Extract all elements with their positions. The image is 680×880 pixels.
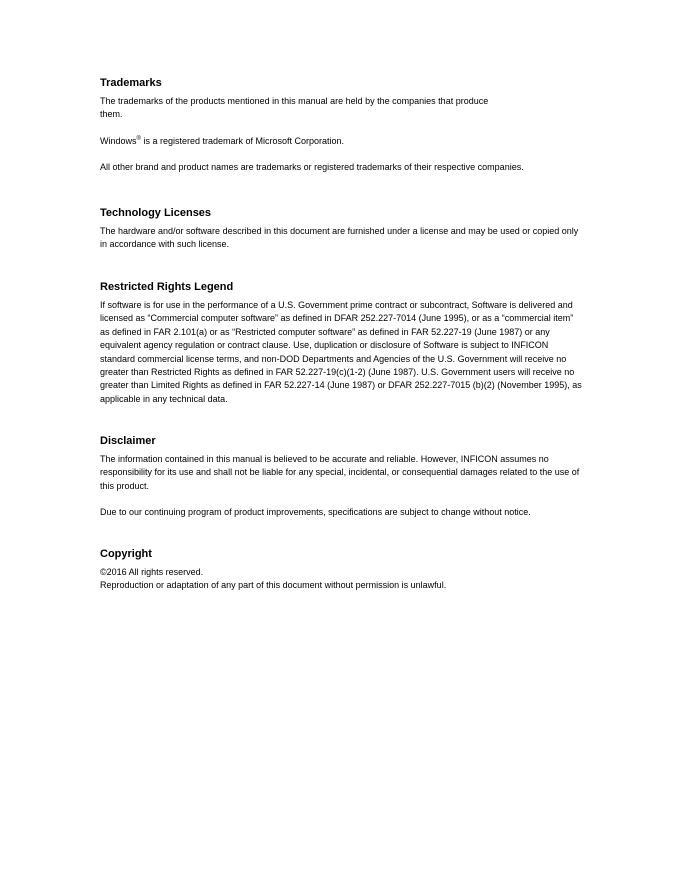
- disclaimer-paragraph-2: Due to our continuing program of product improvements, specifications are subject to change without notice.: [100, 507, 531, 518]
- trademarks-heading: Trademarks: [100, 77, 162, 89]
- copyright-heading: Copyright: [100, 548, 152, 560]
- technology-licenses-section: [100, 206, 585, 252]
- trademarks-paragraph-3: All other brand and product names are trademarks or registered trademarks of their respective companies.: [100, 162, 524, 173]
- restricted-rights-section: [100, 280, 585, 406]
- technology-licenses-heading: Technology Licenses: [100, 207, 212, 219]
- registered-mark: ®: [136, 135, 141, 142]
- trademarks-section: [100, 76, 585, 175]
- copyright-line-2: Reproduction or adaptation of any part of this document without permission is unlawful.: [100, 580, 447, 591]
- windows-trademark-text: is a registered trademark of Microsoft Corporation.: [140, 135, 345, 146]
- trademarks-paragraph-windows: [100, 135, 585, 148]
- trademarks-paragraph-1: The trademarks of the products mentioned in this manual are held by the companies that produce them.: [100, 96, 489, 120]
- windows-word: Windows: [100, 135, 137, 146]
- copyright-section: [100, 547, 585, 593]
- restricted-rights-paragraph: If software is for use in the performance of a U.S. Government prime contract or subcontract, Software is delivered and licensed as “Commercial computer software” as defined in DFAR 252.227-7014 (June 1995), or as a “commercial item” as defined in FAR 2.101(a) or as “Restricted computer software” as defined in FAR 52.227-19 (June 1987) or any equivalent agency regulation or contract clause. Use, duplication or disclosure of Software is subject to INFICON standard commercial license terms, and non-DOD Departments and Agencies of the U.S. Government will receive no greater than Restricted Rights as defined in FAR 52.227-19(c)(1-2) (June 1987). U.S. Government users will receive no greater than Limited Rights as defined in FAR 52.227-14 (June 1987) or DFAR 252.227-7015 (b)(2) (November 1995), as applicable in any technical data.: [100, 300, 582, 404]
- disclaimer-section: [100, 434, 585, 520]
- disclaimer-paragraph-1: The information contained in this manual is believed to be accurate and reliable. However, INFICON assumes no responsibility for its use and shall not be liable for any special, incidental, or consequential damages related to the use of this product.: [100, 454, 580, 491]
- copyright-line-1: ©2016 All rights reserved.: [100, 567, 204, 577]
- disclaimer-heading: Disclaimer: [100, 435, 156, 447]
- technology-licenses-paragraph: The hardware and/or software described in this document are furnished under a license and may be used or copied only in accordance with such license.: [100, 226, 579, 250]
- restricted-rights-heading: Restricted Rights Legend: [100, 281, 234, 293]
